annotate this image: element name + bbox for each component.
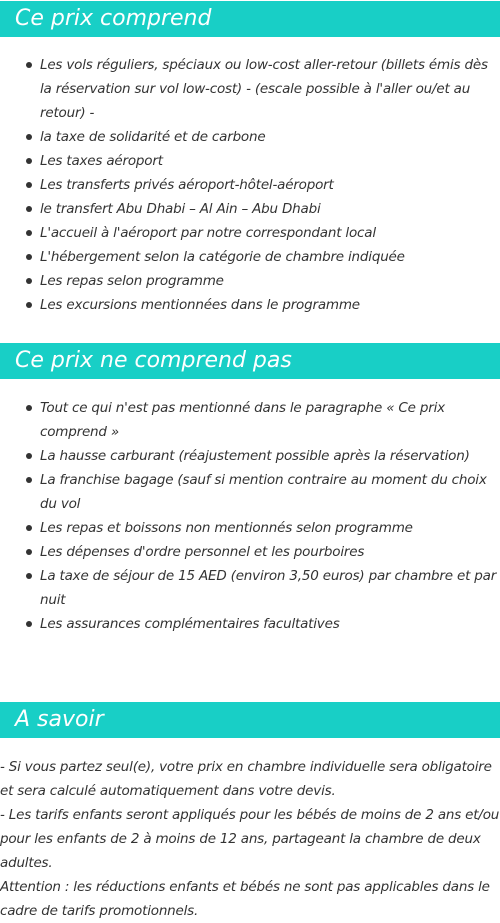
- list-item: Les vols réguliers, spéciaux ou low-cost aller-retour (billets émis dès la réservation sur vol low-cost) - (escale possible à l'aller ou/et au retour) -: [0, 53, 500, 125]
- list-item: Tout ce qui n'est pas mentionné dans le paragraphe « Ce prix comprend »: [0, 396, 500, 444]
- list-item: L'hébergement selon la catégorie de chambre indiquée: [0, 245, 500, 269]
- info-paragraph: Attention : les réductions enfants et bébés ne sont pas applicables dans le cadre de tarifs promotionnels.: [0, 879, 490, 919]
- not-included-list: [0, 396, 500, 636]
- list-item: la taxe de solidarité et de carbone: [0, 125, 500, 149]
- included-list: [0, 53, 500, 317]
- list-item: Les taxes aéroport: [0, 149, 500, 173]
- info-paragraph: - Si vous partez seul(e), votre prix en chambre individuelle sera obligatoire et sera calculé automatiquement dans votre devis.: [0, 759, 492, 799]
- a-savoir-text: [0, 755, 500, 923]
- list-item: La franchise bagage (sauf si mention contraire au moment du choix du vol: [0, 468, 500, 516]
- section-title-a-savoir: A savoir: [0, 702, 500, 738]
- list-item: Les transferts privés aéroport-hôtel-aéroport: [0, 173, 500, 197]
- list-item: Les repas selon programme: [0, 269, 500, 293]
- list-item: L'accueil à l'aéroport par notre correspondant local: [0, 221, 500, 245]
- section-title-ce-prix-comprend: Ce prix comprend: [0, 1, 500, 37]
- list-item: La taxe de séjour de 15 AED (environ 3,50 euros) par chambre et par nuit: [0, 564, 500, 612]
- list-item: Les excursions mentionnées dans le programme: [0, 293, 500, 317]
- list-item: Les dépenses d'ordre personnel et les pourboires: [0, 540, 500, 564]
- list-item: Les assurances complémentaires facultatives: [0, 612, 500, 636]
- list-item: Les repas et boissons non mentionnés selon programme: [0, 516, 500, 540]
- info-paragraph: - Les tarifs enfants seront appliqués pour les bébés de moins de 2 ans et/ou pour les enfants de 2 à moins de 12 ans, partageant la chambre de deux adultes.: [0, 807, 500, 871]
- section-title-ce-prix-ne-comprend-pas: Ce prix ne comprend pas: [0, 343, 500, 379]
- list-item: La hausse carburant (réajustement possible après la réservation): [0, 444, 500, 468]
- list-item: le transfert Abu Dhabi – Al Ain – Abu Dhabi: [0, 197, 500, 221]
